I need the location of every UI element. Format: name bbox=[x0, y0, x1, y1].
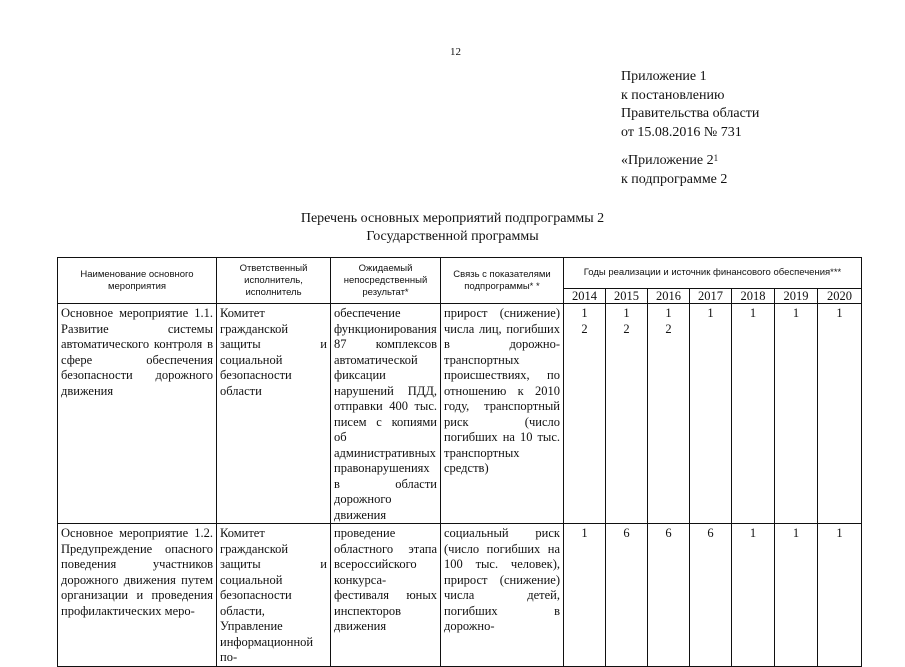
header-executor: Ответственный исполнитель, исполнитель bbox=[217, 258, 331, 304]
cell-link: прирост (снижение) числа лиц, погибших в дорожно-транспортных происшествиях, по отношению к 2010 году, транспортный риск (число погибших на 10 тыс. транспортных средств) bbox=[441, 304, 564, 524]
value-line: 1 bbox=[836, 526, 843, 540]
header-year: 2015 bbox=[606, 289, 648, 304]
appendix2-line2: к подпрограмме 2 bbox=[621, 171, 728, 187]
cell-value bbox=[690, 304, 732, 524]
value-line: 1 bbox=[623, 306, 630, 320]
header-year: 2016 bbox=[648, 289, 690, 304]
appendix2-sup: 1 bbox=[713, 153, 719, 163]
activities-table bbox=[57, 257, 862, 667]
cell-value bbox=[775, 304, 818, 524]
header-link: Связь с показателями подпрограммы* * bbox=[441, 258, 564, 304]
cell-value bbox=[564, 304, 606, 524]
value-line: 1 bbox=[581, 526, 588, 540]
appendix2-block bbox=[621, 152, 727, 189]
cell-executor: Комитет гражданской защиты и социальной безопасности области, Управление информационной по- bbox=[217, 524, 331, 667]
cell-value bbox=[564, 524, 606, 667]
cell-value bbox=[648, 304, 690, 524]
cell-value bbox=[606, 524, 648, 667]
page-number: 12 bbox=[450, 46, 461, 58]
value-line: 2 bbox=[581, 321, 588, 336]
header-year: 2017 bbox=[690, 289, 732, 304]
document-title bbox=[0, 210, 905, 246]
header-year: 2019 bbox=[775, 289, 818, 304]
value-line: 1 bbox=[581, 306, 588, 320]
cell-result: обеспечение функционирования 87 комплексов автоматической фиксации нарушений ПДД, отправки 400 тыс. писем с копиями об административных правонарушениях в области дорожного движения bbox=[331, 304, 441, 524]
cell-name: Основное мероприятие 1.1. Развитие системы автоматического контроля в сфере обеспечения безопасности дорожного движения bbox=[58, 304, 217, 524]
cell-value bbox=[690, 524, 732, 667]
value-line: 1 bbox=[836, 306, 843, 320]
appendix2-text: «Приложение 2 bbox=[621, 153, 714, 168]
value-line: 1 bbox=[749, 306, 757, 320]
value-line: 1 bbox=[707, 306, 714, 320]
cell-value bbox=[818, 524, 862, 667]
value-line: 6 bbox=[707, 526, 714, 540]
table-row bbox=[58, 524, 862, 667]
cell-value bbox=[775, 524, 818, 667]
cell-result: проведение областного этапа всероссийского конкурса-фестиваля юных инспекторов движения bbox=[331, 524, 441, 667]
header-result: Ожидаемый непосредственный результат* bbox=[331, 258, 441, 304]
header-year: 2020 bbox=[818, 289, 862, 304]
value-line: 2 bbox=[623, 321, 630, 336]
cell-value bbox=[606, 304, 648, 524]
appendix-line: к постановлению bbox=[621, 87, 725, 103]
table-row bbox=[58, 304, 862, 524]
value-line: 6 bbox=[623, 526, 630, 540]
header-name: Наименование основного мероприятия bbox=[58, 258, 217, 304]
cell-name: Основное мероприятие 1.2. Предупреждение опасного поведения участников дорожного движения путем организации и проведения профилактических меро- bbox=[58, 524, 217, 667]
title-line1: Перечень основных мероприятий подпрограммы 2 bbox=[300, 211, 605, 226]
header-year: 2018 bbox=[732, 289, 775, 304]
value-line: 1 bbox=[792, 306, 800, 320]
cell-value bbox=[648, 524, 690, 667]
value-line: 2 bbox=[665, 321, 672, 336]
cell-executor: Комитет гражданской защиты и социальной безопасности области bbox=[217, 304, 331, 524]
cell-value bbox=[732, 304, 775, 524]
header-years-group: Годы реализации и источник финансового обеспечения*** bbox=[564, 258, 862, 289]
appendix-line: от 15.08.2016 № 731 bbox=[621, 124, 742, 140]
cell-link: социальный риск (число погибших на 100 тыс. человек), прирост (снижение) числа детей, погибших в дорожно- bbox=[441, 524, 564, 667]
appendix-line: Правительства области bbox=[621, 106, 760, 121]
appendix-line: Приложение 1 bbox=[621, 69, 707, 84]
title-line2: Государственной программы bbox=[366, 229, 539, 244]
cell-value bbox=[818, 304, 862, 524]
value-line: 6 bbox=[665, 526, 672, 540]
value-line: 1 bbox=[749, 526, 757, 540]
value-line: 1 bbox=[792, 526, 800, 540]
cell-value bbox=[732, 524, 775, 667]
header-year: 2014 bbox=[564, 289, 606, 304]
appendix2-line1 bbox=[621, 152, 727, 171]
value-line: 1 bbox=[665, 306, 672, 320]
appendix-block bbox=[621, 68, 759, 142]
